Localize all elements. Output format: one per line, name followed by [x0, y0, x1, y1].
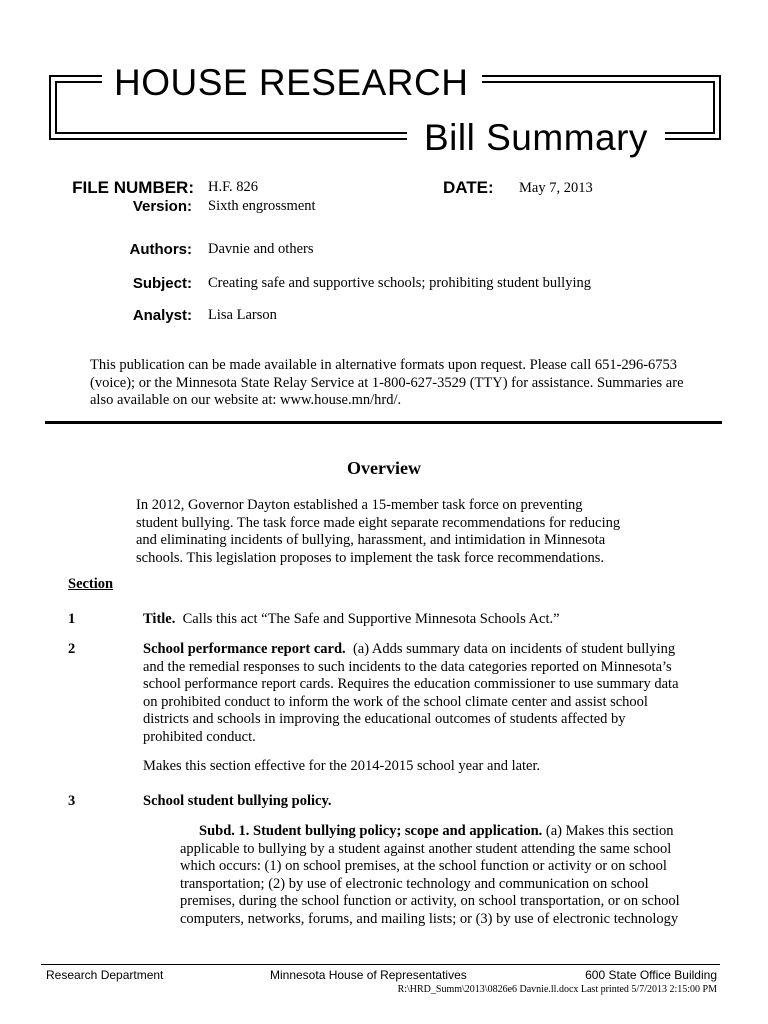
section-text: prohibited conduct. [143, 728, 256, 745]
section-title: Title. [143, 611, 176, 627]
section-text: on prohibited conduct to inform the work of the school climate center and assist school [143, 693, 648, 710]
authors-value: Davnie and others [208, 241, 314, 257]
org-title: HOUSE RESEARCH [114, 62, 469, 103]
section-text: premises, during the school function or activity, on school transportation, or on school [180, 893, 680, 909]
subject-label: Subject: [132, 275, 192, 292]
subject-value: Creating safe and supportive schools; prohibiting student bullying [208, 275, 591, 291]
section-text: (a) Adds summary data on incidents of student bullying [352, 641, 676, 657]
file-number-value: H.F. 826 [208, 179, 258, 195]
section-title: School performance report card. [143, 641, 346, 657]
section-number: 1 [68, 611, 76, 627]
overview-line: In 2012, Governor Dayton established a 15-member task force on preventing [136, 497, 583, 513]
availability-notice [90, 357, 710, 410]
section-text: (a) Makes this section [545, 823, 674, 839]
file-number-label: FILE NUMBER: [72, 178, 194, 197]
version-label: Version: [132, 198, 192, 215]
overview-heading: Overview [347, 458, 421, 478]
date-label: DATE: [443, 178, 494, 197]
overview-line: schools. This legislation proposes to implement the task force recommendations. [136, 549, 605, 566]
section-text: computers, networks, forums, and mailing lists; or (3) by use of electronic technology [180, 910, 679, 927]
notice-line: (voice); or the Minnesota State Relay Service at 1-800-627-3529 (TTY) for assistance. Summaries are [90, 374, 684, 391]
analyst-value: Lisa Larson [208, 307, 277, 323]
section-text: which occurs: (1) on school premises, at the school function or activity or on school [180, 858, 667, 874]
section-1-body [143, 611, 560, 629]
footer-department: Research Department [46, 968, 164, 982]
section-text: and the remedial responses to such incidents to the data categories reported on Minnesota’s [143, 658, 672, 675]
footer-address: 600 State Office Building [585, 968, 717, 982]
footer-file-info: R:\HRD_Summ\2013\0826e6 Davnie.ll.docx Last printed 5/7/2013 2:15:00 PM [397, 984, 717, 995]
subdivision-title: Subd. 1. Student bullying policy; scope and application. [199, 823, 543, 839]
header-divider [45, 421, 722, 424]
section-text: applicable to bullying by a student against another student attending the same school [180, 840, 672, 857]
section-heading: Section [68, 576, 114, 592]
section-number: 3 [68, 793, 76, 809]
section-text: transportation; (2) by use of electronic technology and communication on school [180, 875, 649, 892]
section-3-subd-1 [180, 823, 720, 928]
section-text: districts and schools in improving the educational outcomes of students affected by [143, 711, 626, 727]
date-value: May 7, 2013 [519, 180, 593, 196]
overview-line: and eliminating incidents of bullying, harassment, and intimidation in Minnesota [136, 532, 606, 548]
effective-date-note: Makes this section effective for the 2014-2015 school year and later. [143, 758, 541, 774]
footer-organization: Minnesota House of Representatives [270, 968, 467, 982]
version-value: Sixth engrossment [208, 198, 316, 214]
footer-divider [41, 964, 720, 965]
section-title: School student bullying policy. [143, 793, 332, 809]
section-number: 2 [68, 641, 76, 657]
section-text: Calls this act “The Safe and Supportive Minnesota Schools Act.” [182, 611, 560, 627]
notice-line: also available on our website at: www.house.mn/hrd/. [90, 392, 402, 408]
section-2-body [143, 641, 723, 776]
doc-type-title: Bill Summary [424, 117, 648, 158]
overview-line: student bullying. The task force made eight separate recommendations for reducing [136, 514, 621, 531]
authors-label: Authors: [129, 241, 192, 258]
overview-body [136, 497, 696, 567]
notice-line: This publication can be made available in alternative formats upon request. Please call 651-296-6753 [90, 357, 678, 373]
analyst-label: Analyst: [132, 307, 192, 324]
section-text: school performance report cards. Requires the education commissioner to use summary data [143, 676, 679, 692]
